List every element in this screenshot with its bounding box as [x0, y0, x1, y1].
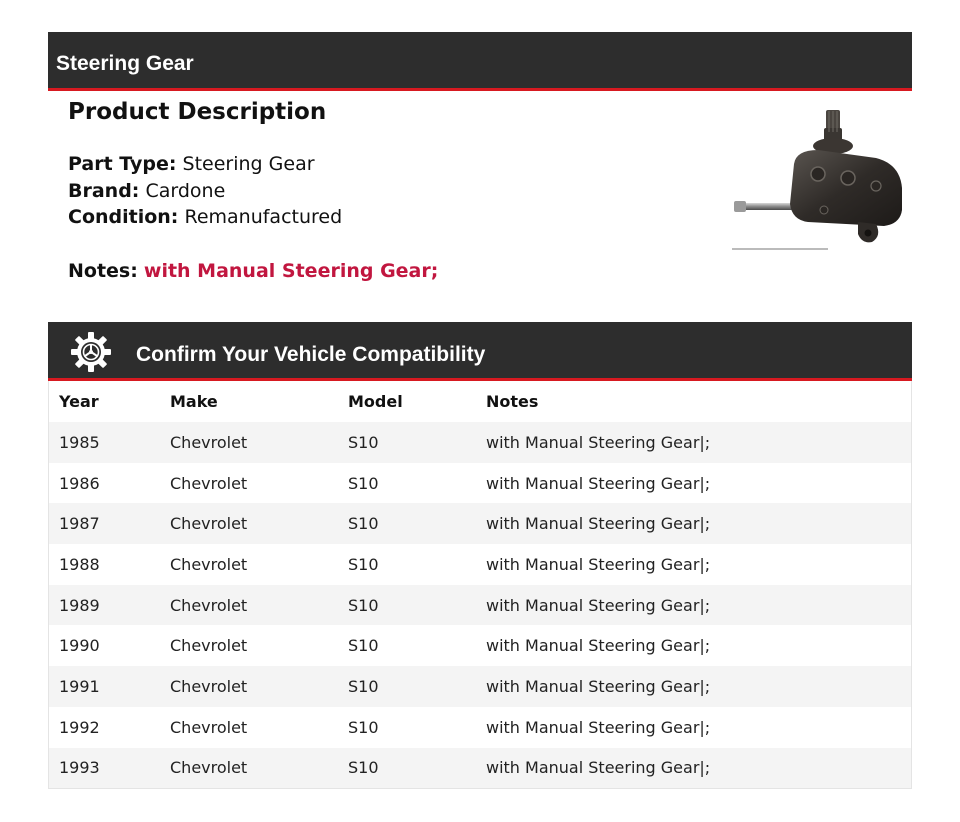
cell-model: S10 — [348, 758, 379, 778]
spec-label: Condition: — [68, 206, 179, 228]
product-description — [68, 96, 708, 284]
cell-notes: with Manual Steering Gear|; — [486, 595, 711, 615]
notes-label: Notes: — [68, 259, 138, 282]
spec-brand — [68, 178, 708, 205]
spec-label: Brand: — [68, 179, 140, 202]
table-row — [49, 625, 911, 666]
cell-notes: with Manual Steering Gear|; — [486, 717, 711, 737]
cell-make: Chevrolet — [170, 636, 248, 656]
column-header-year: Year — [59, 392, 99, 411]
cell-model: S10 — [348, 473, 379, 493]
cell-notes: with Manual Steering Gear|; — [486, 554, 711, 574]
cell-year: 1985 — [59, 432, 100, 452]
column-header-notes: Notes — [486, 392, 539, 411]
product-title: Steering Gear — [56, 52, 194, 75]
spec-label: Part Type: — [68, 153, 177, 175]
cell-model: S10 — [348, 717, 379, 737]
column-header-make: Make — [170, 392, 218, 411]
cell-make: Chevrolet — [170, 595, 248, 615]
cell-year: 1991 — [59, 676, 100, 696]
compatibility-title: Confirm Your Vehicle Compatibility — [136, 343, 486, 366]
cell-make: Chevrolet — [170, 473, 248, 493]
cell-model: S10 — [348, 636, 379, 656]
cell-notes: with Manual Steering Gear|; — [486, 432, 711, 452]
notes-value: with Manual Steering Gear; — [143, 259, 439, 282]
table-row — [49, 707, 911, 748]
cell-notes: with Manual Steering Gear|; — [486, 473, 711, 493]
table-row — [49, 503, 911, 544]
cell-model: S10 — [348, 676, 379, 696]
table-row — [49, 585, 911, 626]
column-header-model: Model — [348, 392, 403, 411]
cell-make: Chevrolet — [170, 717, 248, 737]
notes-row — [68, 258, 708, 284]
cell-year: 1987 — [59, 514, 100, 534]
cell-year: 1993 — [59, 758, 100, 778]
cell-year: 1989 — [59, 595, 100, 615]
table-row — [49, 748, 911, 789]
table-row — [49, 544, 911, 585]
product-header — [48, 32, 912, 91]
cell-model: S10 — [348, 554, 379, 574]
spec-list — [68, 151, 708, 231]
table-row — [49, 463, 911, 504]
cell-year: 1992 — [59, 717, 100, 737]
cell-year: 1990 — [59, 636, 100, 656]
cell-year: 1986 — [59, 473, 100, 493]
cell-make: Chevrolet — [170, 432, 248, 452]
table-header-row — [49, 381, 911, 422]
compatibility-header — [48, 322, 912, 381]
spec-part-type — [68, 151, 708, 178]
cell-notes: with Manual Steering Gear|; — [486, 758, 711, 778]
compatibility-table — [48, 381, 912, 789]
cell-make: Chevrolet — [170, 554, 248, 574]
cell-model: S10 — [348, 595, 379, 615]
spec-value: Steering Gear — [182, 153, 315, 175]
spec-condition — [68, 204, 708, 231]
spec-value: Cardone — [145, 179, 226, 202]
cell-make: Chevrolet — [170, 514, 248, 534]
cell-model: S10 — [348, 514, 379, 534]
cell-notes: with Manual Steering Gear|; — [486, 514, 711, 534]
table-row — [49, 666, 911, 707]
cell-notes: with Manual Steering Gear|; — [486, 676, 711, 696]
spec-value: Remanufactured — [184, 206, 343, 228]
cell-model: S10 — [348, 432, 379, 452]
cell-notes: with Manual Steering Gear|; — [486, 636, 711, 656]
cell-year: 1988 — [59, 554, 100, 574]
gear-icon — [70, 331, 112, 373]
steering-gear-image — [726, 102, 912, 254]
cell-make: Chevrolet — [170, 758, 248, 778]
description-heading: Product Description — [68, 99, 327, 125]
table-row — [49, 422, 911, 463]
cell-make: Chevrolet — [170, 676, 248, 696]
